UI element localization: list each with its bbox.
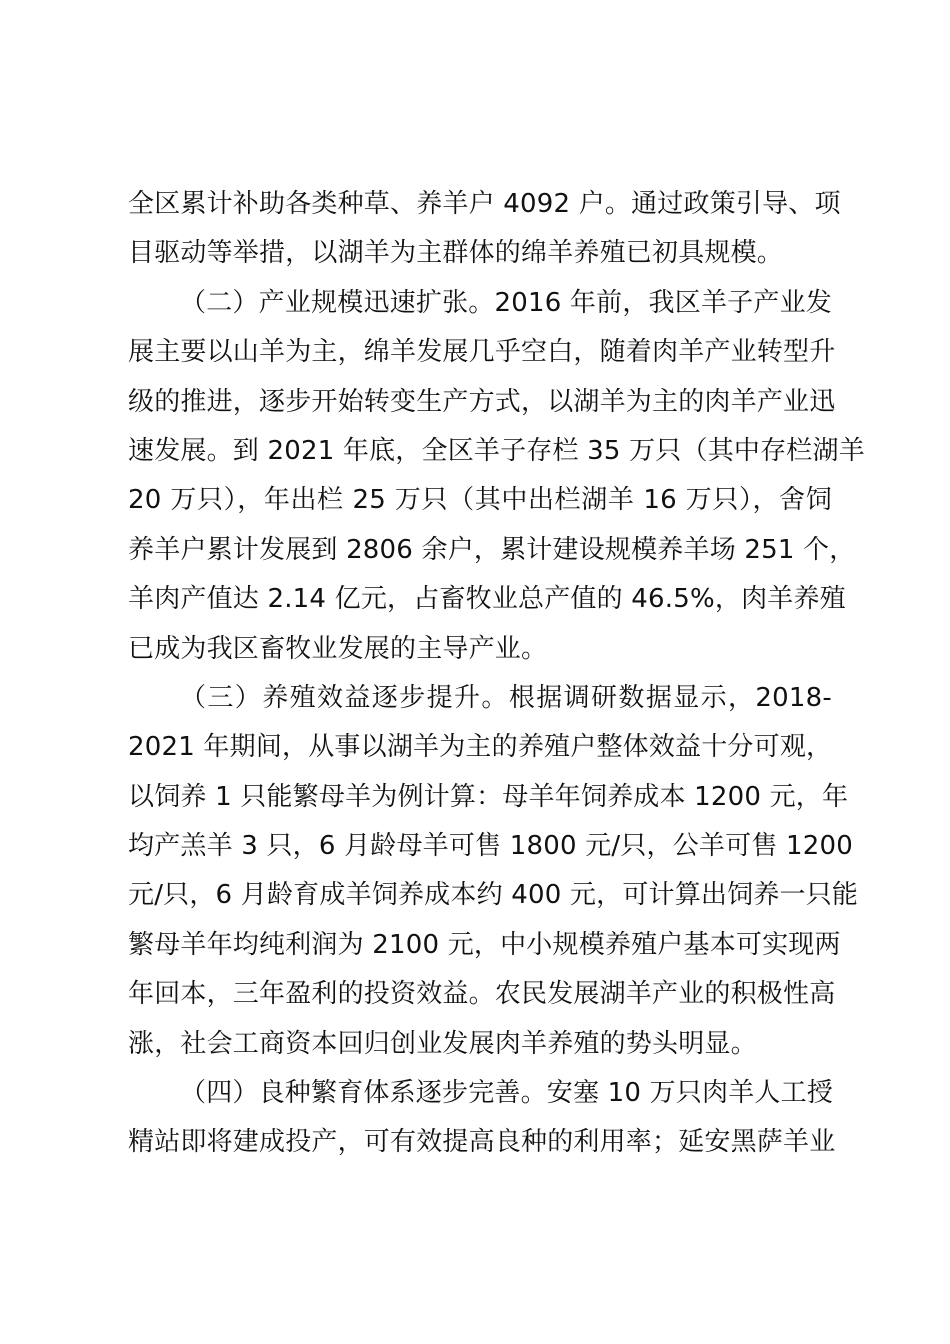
text-line: 级的推进，逐步开始转变生产方式，以湖羊为主的肉羊产业迅 [128,386,836,417]
text-line: 均产羔羊 3 只，6 月龄母羊可售 1800 元/只，公羊可售 1200 [128,831,853,862]
text-line: 年回本，三年盈利的投资效益。农民发展湖羊产业的积极性高 [128,979,836,1010]
text-line: 速发展。到 2021 年底，全区羊子存栏 35 万只（其中存栏湖羊 [128,435,865,466]
body-text [128,180,865,1168]
text-line: 已成为我区畜牧业发展的主导产业。 [128,633,548,664]
text-line: 目驱动等举措，以湖羊为主群体的绵羊养殖已初具规模。 [128,238,784,269]
text-line: 涨，社会工商资本回归创业发展肉羊养殖的势头明显。 [128,1028,757,1059]
text-line: 精站即将建成投产，可有效提高良种的利用率；延安黑萨羊业 [128,1127,836,1158]
text-line: 全区累计补助各类种草、养羊户 4092 户。通过政策引导、项 [128,189,841,219]
text-line: 以饲养 1 只能繁母羊为例计算：母羊年饲养成本 1200 元，年 [128,781,849,812]
text-line: 展主要以山羊为主，绵羊发展几乎空白，随着肉羊产业转型升 [128,337,836,368]
paragraph-heading-line: （四）良种繁育体系逐步完善。安塞 10 万只肉羊人工授 [180,1078,834,1109]
text-line: 元/只，6 月龄育成羊饲养成本约 400 元，可计算出饲养一只能 [128,880,859,911]
text-line: 养羊户累计发展到 2806 余户，累计建设规模养羊场 251 个， [128,534,856,565]
text-line: 20 万只），年出栏 25 万只（其中出栏湖羊 16 万只），舍饲 [128,485,832,516]
text-line: 繁母羊年均纯利润为 2100 元，中小规模养殖户基本可实现两 [128,929,841,960]
text-line: 2021 年期间，从事以湖羊为主的养殖户整体效益十分可观， [128,732,833,763]
text-line: 羊肉产值达 2.14 亿元，占畜牧业总产值的 46.5%，肉羊养殖 [128,584,846,615]
paragraph-heading-line: （三）养殖效益逐步提升。根据调研数据显示，2018- [180,682,832,713]
paragraph-heading-line: （二）产业规模迅速扩张。2016 年前，我区羊子产业发 [180,287,832,318]
